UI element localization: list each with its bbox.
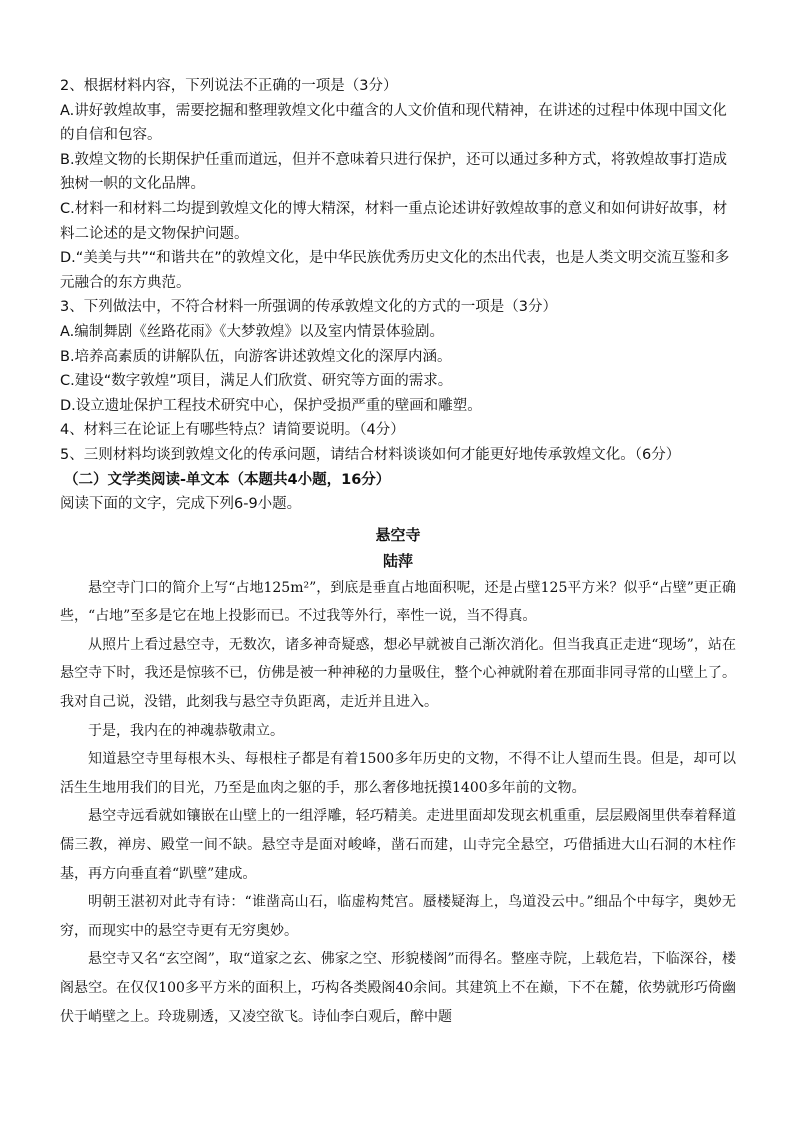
article-title: 悬空寺 [375,525,421,544]
article-paragraph-7: 悬空寺又名“玄空阁”，取“道家之玄、佛家之空、形貌楼阁”而得名。整座寺院，上载危岩，下临深谷，楼阁悬空。在仅仅100多平方米的面积上，巧构各类殿阁40余间。其建筑上不在巅，下不在麓，依势就形巧倚幽伏于峭壁之上。玲珑剔透，又凌空欲飞。诗仙李白观后，醉中题 [60,951,736,1025]
question-3-option-c: C.建设“数字敦煌”项目，满足人们欣赏、研究等方面的需求。 [60,373,453,390]
article-paragraph-2: 从照片上看过悬空寺，无数次，诸多神奇疑惑，想必早就被自己渐次消化。但当我真正走进“现场”，站在悬空寺下时，我还是惊骇不已，仿佛是被一种神秘的力量吸住，整个心神就附着在那面非同寻常的山壁上了。我对自己说，没错，此刻我与悬空寺负距离，走近并且进入。 [60,636,736,711]
question-3-stem: 3、下列做法中，不符合材料一所强调的传承敦煌文化的方式的一项是（3分） [60,299,557,316]
article-paragraph-4: 知道悬空寺里每根木头、每根柱子都是有着1500多年历史的文物，不得不让人望而生畏。但是，却可以活生生地用我们的目光，乃至是血肉之躯的手，那么奢侈地抚摸1400多年前的文物。 [60,751,736,796]
question-5: 5、三则材料均谈到敦煌文化的传承问题，请结合材料谈谈如何才能更好地传承敦煌文化。（6分） [60,446,681,463]
question-2-option-c: C.材料一和材料二均提到敦煌文化的博大精深，材料一重点论述讲好敦煌故事的意义和如何讲好故事，材料二论述的是文物保护问题。 [60,200,728,242]
question-2-stem: 2、根据材料内容，下列说法不正确的一项是（3分） [60,78,398,94]
article-paragraph-3: 于是，我内在的神魂恭敬肃立。 [88,722,284,739]
article-paragraph-5: 悬空寺远看就如镶嵌在山壁上的一组浮雕，轻巧精美。走进里面却发现玄机重重，层层殿阁里供奉着释道儒三教，禅房、殿堂一间不缺。悬空寺是面对峻峰，凿石而建，山寺完全悬空，巧借插进大山石洞的木柱作基，再方向垂直着“趴壁”建成。 [60,808,736,882]
section-heading: （二）文学类阅读-单文本（本题共4小题，16分） [64,471,391,488]
article-paragraph-1: 悬空寺门口的简介上写“占地125m²”，到底是垂直占地面积呢，还是占壁125平方米？似乎“占壁”更正确些，“占地”至多是它在地上投影而已。不过我等外行，率性一说，当不得真。 [60,579,736,625]
exam-page [60,74,736,1031]
question-4: 4、材料三在论证上有哪些特点？请简要说明。（4分） [60,422,405,439]
question-2-option-d: D.“美美与共”“和谐共在”的敦煌文化，是中华民族优秀历史文化的杰出代表，也是人类文明交流互鉴和多元融合的东方典范。 [60,250,730,291]
question-2-option-a: A.讲好敦煌故事，需要挖掘和整理敦煌文化中蕴含的人文价值和现代精神，在讲述的过程中体现中国文化的自信和包容。 [60,102,727,144]
question-3-option-a: A.编制舞剧《丝路花雨》《大梦敦煌》以及室内情景体验剧。 [60,323,445,340]
section-instruction: 阅读下面的文字，完成下列6-9小题。 [60,496,302,513]
question-3-option-d: D.设立遗址保护工程技术研究中心，保护受损严重的壁画和雕塑。 [60,397,482,414]
article-author: 陆萍 [382,551,413,570]
question-3-option-b: B.培养高素质的讲解队伍，向游客讲述敦煌文化的深厚内涵。 [60,348,452,365]
question-2-option-b: B.敦煌文物的长期保护任重而道远，但并不意味着只进行保护，还可以通过多种方式，将敦煌故事打造成独树一帜的文化品牌。 [60,151,728,193]
article-paragraph-6: 明朝王湛初对此寺有诗：“谁凿高山石，临虚构梵宫。蜃楼疑海上，鸟道没云中。”细品个中每字，奥妙无穷，而现实中的悬空寺更有无穷奥妙。 [60,894,736,939]
